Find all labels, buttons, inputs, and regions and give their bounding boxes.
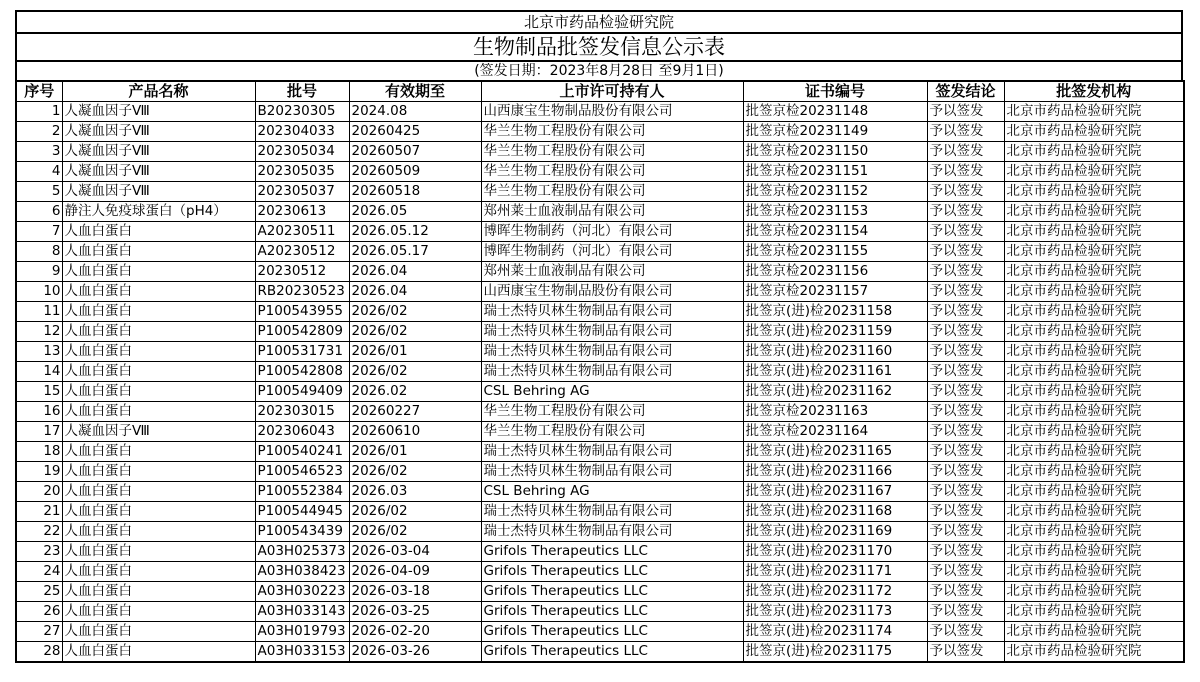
cell-product[interactable]: 人血白蛋白 (62, 342, 255, 362)
cell-expiry[interactable]: 2026-04-09 (349, 562, 481, 582)
cell-certificate[interactable]: 批签京检20231149 (743, 122, 927, 142)
table-row (16, 522, 1184, 542)
cell-expiry[interactable]: 20260509 (349, 162, 481, 182)
cell-holder[interactable]: Grifols Therapeutics LLC (481, 622, 743, 642)
cell-holder[interactable]: Grifols Therapeutics LLC (481, 542, 743, 562)
cell-product[interactable]: 人血白蛋白 (62, 462, 255, 482)
cell-certificate[interactable]: 批签京(进)检20231159 (743, 322, 927, 342)
cell-certificate[interactable]: 批签京检20231157 (743, 282, 927, 302)
cell-holder[interactable]: 山西康宝生物制品股份有限公司 (481, 102, 743, 122)
cell-expiry[interactable]: 2026/02 (349, 302, 481, 322)
cell-index[interactable]: 20 (16, 482, 62, 502)
cell-product[interactable]: 静注人免疫球蛋白（pH4） (62, 202, 255, 222)
cell-batch[interactable]: P100542809 (255, 322, 349, 342)
cell-expiry[interactable]: 2026/02 (349, 362, 481, 382)
cell-index[interactable]: 2 (16, 122, 62, 142)
cell-certificate[interactable]: 批签京检20231148 (743, 102, 927, 122)
org-title: 北京市药品检验研究院 (15, 10, 1183, 32)
cell-conclusion[interactable]: 予以签发 (927, 242, 1004, 262)
cell-institution[interactable]: 北京市药品检验研究院 (1004, 562, 1184, 582)
cell-expiry[interactable]: 20260425 (349, 122, 481, 142)
cell-product[interactable]: 人血白蛋白 (62, 522, 255, 542)
cell-expiry[interactable]: 2026/02 (349, 322, 481, 342)
cell-batch[interactable]: 20230512 (255, 262, 349, 282)
cell-expiry[interactable]: 2026-03-04 (349, 542, 481, 562)
cell-holder[interactable]: 瑞士杰特贝林生物制品有限公司 (481, 302, 743, 322)
cell-index[interactable]: 7 (16, 222, 62, 242)
cell-expiry[interactable]: 20260518 (349, 182, 481, 202)
cell-batch[interactable]: 202305035 (255, 162, 349, 182)
cell-conclusion[interactable]: 予以签发 (927, 202, 1004, 222)
table-row (16, 482, 1184, 502)
table-row (16, 442, 1184, 462)
cell-product[interactable]: 人血白蛋白 (62, 222, 255, 242)
cell-holder[interactable]: CSL Behring AG (481, 482, 743, 502)
cell-expiry[interactable]: 2026/01 (349, 342, 481, 362)
cell-batch[interactable]: 202305034 (255, 142, 349, 162)
cell-certificate[interactable]: 批签京(进)检20231161 (743, 362, 927, 382)
cell-product[interactable]: 人凝血因子Ⅷ (62, 162, 255, 182)
cell-conclusion[interactable]: 予以签发 (927, 282, 1004, 302)
table-row (16, 562, 1184, 582)
cell-certificate[interactable]: 批签京(进)检20231160 (743, 342, 927, 362)
spreadsheet-sheet (15, 10, 1183, 663)
cell-product[interactable]: 人凝血因子Ⅷ (62, 102, 255, 122)
batch-release-table (15, 80, 1185, 663)
cell-batch[interactable]: 20230613 (255, 202, 349, 222)
cell-conclusion[interactable]: 予以签发 (927, 162, 1004, 182)
cell-index[interactable]: 28 (16, 642, 62, 663)
cell-institution[interactable]: 北京市药品检验研究院 (1004, 162, 1184, 182)
cell-index[interactable]: 24 (16, 562, 62, 582)
cell-batch[interactable]: B20230305 (255, 102, 349, 122)
cell-index[interactable]: 21 (16, 502, 62, 522)
cell-expiry[interactable]: 20260507 (349, 142, 481, 162)
cell-product[interactable]: 人血白蛋白 (62, 362, 255, 382)
table-row (16, 102, 1184, 122)
cell-expiry[interactable]: 2026/01 (349, 442, 481, 462)
cell-batch[interactable]: 202306043 (255, 422, 349, 442)
cell-certificate[interactable]: 批签京检20231153 (743, 202, 927, 222)
cell-conclusion[interactable]: 予以签发 (927, 502, 1004, 522)
table-row (16, 142, 1184, 162)
cell-holder[interactable]: Grifols Therapeutics LLC (481, 642, 743, 663)
table-row (16, 362, 1184, 382)
cell-conclusion[interactable]: 予以签发 (927, 262, 1004, 282)
cell-index[interactable]: 16 (16, 402, 62, 422)
cell-institution[interactable]: 北京市药品检验研究院 (1004, 202, 1184, 222)
cell-holder[interactable]: 瑞士杰特贝林生物制品有限公司 (481, 522, 743, 542)
column-header-batch: 批号 (255, 81, 349, 102)
cell-certificate[interactable]: 批签京(进)检20231165 (743, 442, 927, 462)
cell-product[interactable]: 人血白蛋白 (62, 542, 255, 562)
cell-batch[interactable]: P100543439 (255, 522, 349, 542)
cell-certificate[interactable]: 批签京(进)检20231166 (743, 462, 927, 482)
cell-product[interactable]: 人凝血因子Ⅷ (62, 422, 255, 442)
cell-conclusion[interactable]: 予以签发 (927, 342, 1004, 362)
cell-conclusion[interactable]: 予以签发 (927, 582, 1004, 602)
cell-institution[interactable]: 北京市药品检验研究院 (1004, 102, 1184, 122)
cell-certificate[interactable]: 批签京检20231150 (743, 142, 927, 162)
cell-conclusion[interactable]: 予以签发 (927, 462, 1004, 482)
cell-product[interactable]: 人血白蛋白 (62, 642, 255, 663)
cell-product[interactable]: 人血白蛋白 (62, 322, 255, 342)
table-row (16, 282, 1184, 302)
cell-holder[interactable]: 华兰生物工程股份有限公司 (481, 122, 743, 142)
cell-index[interactable]: 19 (16, 462, 62, 482)
cell-certificate[interactable]: 批签京(进)检20231158 (743, 302, 927, 322)
cell-conclusion[interactable]: 予以签发 (927, 402, 1004, 422)
cell-holder[interactable]: 博晖生物制药（河北）有限公司 (481, 222, 743, 242)
cell-batch[interactable]: A03H038423 (255, 562, 349, 582)
cell-index[interactable]: 12 (16, 322, 62, 342)
table-row (16, 502, 1184, 522)
cell-institution[interactable]: 北京市药品检验研究院 (1004, 122, 1184, 142)
cell-index[interactable]: 5 (16, 182, 62, 202)
table-row (16, 182, 1184, 202)
cell-conclusion[interactable]: 予以签发 (927, 602, 1004, 622)
cell-certificate[interactable]: 批签京检20231156 (743, 262, 927, 282)
cell-batch[interactable]: P100531731 (255, 342, 349, 362)
cell-holder[interactable]: 华兰生物工程股份有限公司 (481, 402, 743, 422)
cell-index[interactable]: 13 (16, 342, 62, 362)
cell-institution[interactable]: 北京市药品检验研究院 (1004, 322, 1184, 342)
cell-batch[interactable]: P100543955 (255, 302, 349, 322)
cell-certificate[interactable]: 批签京(进)检20231168 (743, 502, 927, 522)
cell-product[interactable]: 人血白蛋白 (62, 562, 255, 582)
cell-institution[interactable]: 北京市药品检验研究院 (1004, 602, 1184, 622)
cell-holder[interactable]: 瑞士杰特贝林生物制品有限公司 (481, 342, 743, 362)
cell-certificate[interactable]: 批签京检20231155 (743, 242, 927, 262)
cell-certificate[interactable]: 批签京(进)检20231174 (743, 622, 927, 642)
table-row (16, 622, 1184, 642)
cell-expiry[interactable]: 2026/02 (349, 462, 481, 482)
cell-expiry[interactable]: 2026.05.17 (349, 242, 481, 262)
cell-index[interactable]: 4 (16, 162, 62, 182)
cell-batch[interactable]: A03H033143 (255, 602, 349, 622)
table-row (16, 642, 1184, 663)
cell-institution[interactable]: 北京市药品检验研究院 (1004, 302, 1184, 322)
cell-institution[interactable]: 北京市药品检验研究院 (1004, 482, 1184, 502)
cell-batch[interactable]: A20230511 (255, 222, 349, 242)
cell-index[interactable]: 10 (16, 282, 62, 302)
cell-holder[interactable]: Grifols Therapeutics LLC (481, 562, 743, 582)
cell-holder[interactable]: 瑞士杰特贝林生物制品有限公司 (481, 442, 743, 462)
cell-expiry[interactable]: 2026.05.12 (349, 222, 481, 242)
cell-institution[interactable]: 北京市药品检验研究院 (1004, 262, 1184, 282)
cell-institution[interactable]: 北京市药品检验研究院 (1004, 282, 1184, 302)
cell-holder[interactable]: 华兰生物工程股份有限公司 (481, 142, 743, 162)
cell-conclusion[interactable]: 予以签发 (927, 422, 1004, 442)
cell-conclusion[interactable]: 予以签发 (927, 542, 1004, 562)
cell-institution[interactable]: 北京市药品检验研究院 (1004, 382, 1184, 402)
cell-certificate[interactable]: 批签京检20231154 (743, 222, 927, 242)
cell-index[interactable]: 27 (16, 622, 62, 642)
cell-batch[interactable]: A03H019793 (255, 622, 349, 642)
cell-conclusion[interactable]: 予以签发 (927, 642, 1004, 663)
cell-index[interactable]: 18 (16, 442, 62, 462)
cell-institution[interactable]: 北京市药品检验研究院 (1004, 462, 1184, 482)
cell-certificate[interactable]: 批签京(进)检20231171 (743, 562, 927, 582)
cell-index[interactable]: 22 (16, 522, 62, 542)
date-range: (签发日期：2023年8月28日 至9月1日) (15, 60, 1183, 80)
table-row (16, 302, 1184, 322)
cell-batch[interactable]: P100544945 (255, 502, 349, 522)
cell-index[interactable]: 11 (16, 302, 62, 322)
cell-product[interactable]: 人血白蛋白 (62, 262, 255, 282)
column-header-institution: 批签发机构 (1004, 81, 1184, 102)
cell-batch[interactable]: A03H030223 (255, 582, 349, 602)
cell-index[interactable]: 17 (16, 422, 62, 442)
cell-expiry[interactable]: 2026/02 (349, 502, 481, 522)
cell-product[interactable]: 人血白蛋白 (62, 602, 255, 622)
cell-conclusion[interactable]: 予以签发 (927, 122, 1004, 142)
table-row (16, 262, 1184, 282)
cell-certificate[interactable]: 批签京检20231164 (743, 422, 927, 442)
cell-product[interactable]: 人凝血因子Ⅷ (62, 142, 255, 162)
table-row (16, 462, 1184, 482)
cell-batch[interactable]: A03H025373 (255, 542, 349, 562)
cell-conclusion[interactable]: 予以签发 (927, 622, 1004, 642)
cell-institution[interactable]: 北京市药品检验研究院 (1004, 502, 1184, 522)
cell-holder[interactable]: 郑州莱士血液制品有限公司 (481, 202, 743, 222)
cell-institution[interactable]: 北京市药品检验研究院 (1004, 242, 1184, 262)
cell-certificate[interactable]: 批签京(进)检20231169 (743, 522, 927, 542)
cell-institution[interactable]: 北京市药品检验研究院 (1004, 342, 1184, 362)
table-row (16, 542, 1184, 562)
cell-product[interactable]: 人血白蛋白 (62, 382, 255, 402)
cell-holder[interactable]: CSL Behring AG (481, 382, 743, 402)
cell-product[interactable]: 人血白蛋白 (62, 242, 255, 262)
table-row (16, 402, 1184, 422)
cell-product[interactable]: 人血白蛋白 (62, 282, 255, 302)
cell-certificate[interactable]: 批签京(进)检20231175 (743, 642, 927, 663)
cell-holder[interactable]: 瑞士杰特贝林生物制品有限公司 (481, 502, 743, 522)
cell-expiry[interactable]: 2024.08 (349, 102, 481, 122)
column-header-holder: 上市许可持有人 (481, 81, 743, 102)
cell-product[interactable]: 人血白蛋白 (62, 402, 255, 422)
cell-conclusion[interactable]: 予以签发 (927, 302, 1004, 322)
cell-certificate[interactable]: 批签京检20231151 (743, 162, 927, 182)
cell-institution[interactable]: 北京市药品检验研究院 (1004, 642, 1184, 663)
table-row (16, 322, 1184, 342)
cell-certificate[interactable]: 批签京检20231163 (743, 402, 927, 422)
cell-product[interactable]: 人凝血因子Ⅷ (62, 182, 255, 202)
cell-holder[interactable]: 瑞士杰特贝林生物制品有限公司 (481, 462, 743, 482)
cell-product[interactable]: 人血白蛋白 (62, 442, 255, 462)
cell-expiry[interactable]: 2026-02-20 (349, 622, 481, 642)
cell-institution[interactable]: 北京市药品检验研究院 (1004, 402, 1184, 422)
cell-conclusion[interactable]: 予以签发 (927, 382, 1004, 402)
cell-holder[interactable]: 华兰生物工程股份有限公司 (481, 422, 743, 442)
cell-holder[interactable]: Grifols Therapeutics LLC (481, 602, 743, 622)
cell-batch[interactable]: A20230512 (255, 242, 349, 262)
cell-holder[interactable]: 博晖生物制药（河北）有限公司 (481, 242, 743, 262)
cell-institution[interactable]: 北京市药品检验研究院 (1004, 182, 1184, 202)
cell-institution[interactable]: 北京市药品检验研究院 (1004, 522, 1184, 542)
cell-expiry[interactable]: 2026-03-18 (349, 582, 481, 602)
cell-conclusion[interactable]: 予以签发 (927, 482, 1004, 502)
cell-expiry[interactable]: 2026.04 (349, 282, 481, 302)
table-row (16, 222, 1184, 242)
cell-institution[interactable]: 北京市药品检验研究院 (1004, 422, 1184, 442)
cell-expiry[interactable]: 20260610 (349, 422, 481, 442)
cell-index[interactable]: 9 (16, 262, 62, 282)
table-row (16, 162, 1184, 182)
cell-conclusion[interactable]: 予以签发 (927, 522, 1004, 542)
table-body (16, 102, 1184, 663)
cell-institution[interactable]: 北京市药品检验研究院 (1004, 442, 1184, 462)
cell-expiry[interactable]: 2026-03-26 (349, 642, 481, 663)
cell-expiry[interactable]: 2026.02 (349, 382, 481, 402)
cell-index[interactable]: 8 (16, 242, 62, 262)
cell-batch[interactable]: A03H033153 (255, 642, 349, 663)
cell-product[interactable]: 人血白蛋白 (62, 482, 255, 502)
cell-conclusion[interactable]: 予以签发 (927, 142, 1004, 162)
table-row (16, 602, 1184, 622)
cell-certificate[interactable]: 批签京(进)检20231162 (743, 382, 927, 402)
cell-product[interactable]: 人凝血因子Ⅷ (62, 122, 255, 142)
column-header-expiry: 有效期至 (349, 81, 481, 102)
cell-batch[interactable]: 202305037 (255, 182, 349, 202)
table-row (16, 122, 1184, 142)
column-header-index: 序号 (16, 81, 62, 102)
cell-institution[interactable]: 北京市药品检验研究院 (1004, 222, 1184, 242)
cell-conclusion[interactable]: 予以签发 (927, 362, 1004, 382)
cell-institution[interactable]: 北京市药品检验研究院 (1004, 142, 1184, 162)
cell-holder[interactable]: 瑞士杰特贝林生物制品有限公司 (481, 322, 743, 342)
cell-batch[interactable]: 202303015 (255, 402, 349, 422)
cell-conclusion[interactable]: 予以签发 (927, 102, 1004, 122)
cell-batch[interactable]: P100540241 (255, 442, 349, 462)
cell-batch[interactable]: P100549409 (255, 382, 349, 402)
cell-batch[interactable]: P100542808 (255, 362, 349, 382)
column-header-certificate: 证书编号 (743, 81, 927, 102)
cell-certificate[interactable]: 批签京(进)检20231170 (743, 542, 927, 562)
table-row (16, 342, 1184, 362)
cell-index[interactable]: 26 (16, 602, 62, 622)
table-row (16, 382, 1184, 402)
column-header-conclusion: 签发结论 (927, 81, 1004, 102)
cell-institution[interactable]: 北京市药品检验研究院 (1004, 542, 1184, 562)
cell-batch[interactable]: P100552384 (255, 482, 349, 502)
table-row (16, 242, 1184, 262)
table-row (16, 202, 1184, 222)
table-row (16, 422, 1184, 442)
cell-holder[interactable]: Grifols Therapeutics LLC (481, 582, 743, 602)
cell-conclusion[interactable]: 予以签发 (927, 322, 1004, 342)
cell-index[interactable]: 14 (16, 362, 62, 382)
cell-holder[interactable]: 瑞士杰特贝林生物制品有限公司 (481, 362, 743, 382)
cell-expiry[interactable]: 2026.03 (349, 482, 481, 502)
cell-certificate[interactable]: 批签京(进)检20231167 (743, 482, 927, 502)
cell-product[interactable]: 人血白蛋白 (62, 302, 255, 322)
cell-batch[interactable]: RB20230523 (255, 282, 349, 302)
cell-product[interactable]: 人血白蛋白 (62, 622, 255, 642)
cell-holder[interactable]: 华兰生物工程股份有限公司 (481, 162, 743, 182)
cell-holder[interactable]: 华兰生物工程股份有限公司 (481, 182, 743, 202)
table-header-row (16, 81, 1184, 102)
cell-product[interactable]: 人血白蛋白 (62, 582, 255, 602)
cell-expiry[interactable]: 20260227 (349, 402, 481, 422)
cell-index[interactable]: 6 (16, 202, 62, 222)
cell-index[interactable]: 25 (16, 582, 62, 602)
column-header-product: 产品名称 (62, 81, 255, 102)
cell-expiry[interactable]: 2026-03-25 (349, 602, 481, 622)
cell-conclusion[interactable]: 予以签发 (927, 182, 1004, 202)
cell-certificate[interactable]: 批签京(进)检20231172 (743, 582, 927, 602)
cell-expiry[interactable]: 2026.04 (349, 262, 481, 282)
cell-index[interactable]: 15 (16, 382, 62, 402)
cell-index[interactable]: 23 (16, 542, 62, 562)
cell-certificate[interactable]: 批签京(进)检20231173 (743, 602, 927, 622)
cell-institution[interactable]: 北京市药品检验研究院 (1004, 582, 1184, 602)
cell-conclusion[interactable]: 予以签发 (927, 562, 1004, 582)
cell-holder[interactable]: 郑州莱士血液制品有限公司 (481, 262, 743, 282)
cell-product[interactable]: 人血白蛋白 (62, 502, 255, 522)
cell-index[interactable]: 1 (16, 102, 62, 122)
cell-expiry[interactable]: 2026.05 (349, 202, 481, 222)
cell-institution[interactable]: 北京市药品检验研究院 (1004, 362, 1184, 382)
cell-institution[interactable]: 北京市药品检验研究院 (1004, 622, 1184, 642)
cell-index[interactable]: 3 (16, 142, 62, 162)
cell-conclusion[interactable]: 予以签发 (927, 222, 1004, 242)
cell-holder[interactable]: 山西康宝生物制品股份有限公司 (481, 282, 743, 302)
cell-batch[interactable]: 202304033 (255, 122, 349, 142)
table-row (16, 582, 1184, 602)
cell-conclusion[interactable]: 予以签发 (927, 442, 1004, 462)
cell-certificate[interactable]: 批签京检20231152 (743, 182, 927, 202)
cell-batch[interactable]: P100546523 (255, 462, 349, 482)
cell-expiry[interactable]: 2026/02 (349, 522, 481, 542)
page-title: 生物制品批签发信息公示表 (15, 32, 1183, 60)
